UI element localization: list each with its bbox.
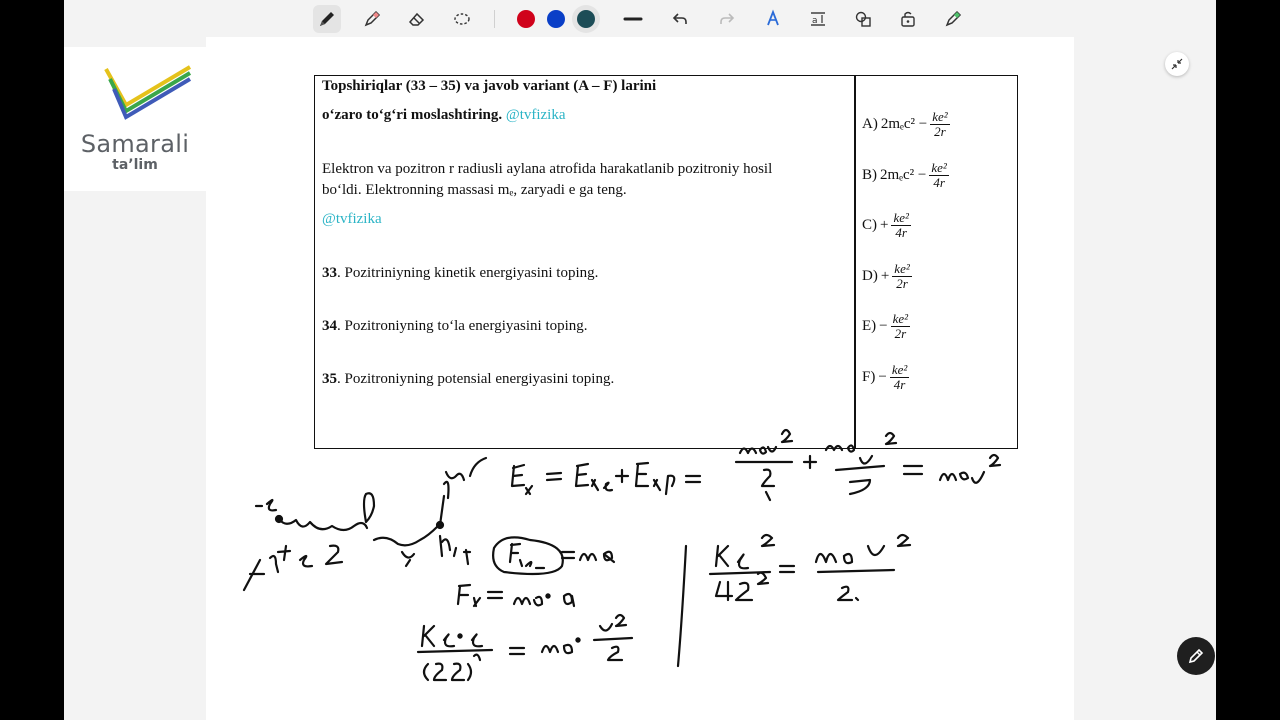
option-b: B) 2mₑc² − $\frac{\text{ke²}}{4r}$ [862,160,947,190]
option-d: D) + $\frac{\text{ke²}}{2r}$ [862,261,910,291]
question-body-1: Elektron va pozitron r radiusli aylana atrofida harakatlanib pozitroniy hosil [322,161,773,177]
svg-text:a: a [812,16,818,26]
logo-subtitle: ta’lim [112,157,158,173]
question-heading-2: o‘zaro to‘g‘ri moslashtiring. @tvfizika [322,107,566,123]
option-e: E) − $\frac{\text{ke²}}{2r}$ [862,311,909,341]
question-body-2: bo‘ldi. Elektronning massasi mₑ, zaryadi e ga teng. [322,182,627,198]
tag-link[interactable]: @tvfizika [505,107,566,123]
task-35: 35. Pozitroniyning potensial energiyasini toping. [322,371,615,387]
option-c: C) + $\frac{\text{ke²}}{4r}$ [862,210,909,240]
handwritten-ink [64,0,1216,720]
pencil-icon [1187,647,1205,665]
question-heading-1: Topshiriqlar (33 – 35) va javob variant (A – F) larini [322,78,657,94]
option-f: F) − $\frac{\text{ke²}}{4r}$ [862,362,908,392]
task-34: 34. Pozitroniyning to‘la energiyasini toping. [322,318,588,334]
tag-link-2[interactable]: @tvfizika [322,211,382,227]
logo-name: Samarali [80,130,190,158]
pen-fab-button[interactable] [1177,637,1215,675]
whiteboard-app [64,0,1216,720]
collapse-icon[interactable] [1165,52,1189,76]
option-a: A) 2mₑc² − $\frac{\text{ke²}}{2r}$ [862,109,948,139]
task-33: 33. Pozitriniyning kinetik energiyasini toping. [322,265,599,281]
